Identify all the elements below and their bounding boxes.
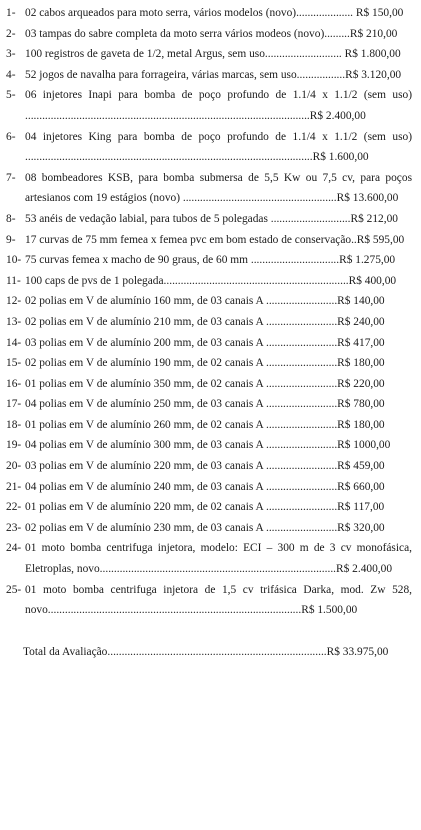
item-number: 17-	[6, 398, 22, 411]
item-text: 02 polias em V de alumínio 210 mm, de 03 canais A .........................R$ 240,00	[25, 315, 385, 328]
item-text: 03 polias em V de alumínio 200 mm, de 03 canais A .........................R$ 417,00	[25, 336, 385, 349]
item-text: 01 polias em V de alumínio 350 mm, de 02 canais A .........................R$ 220,00	[25, 377, 385, 390]
list-item	[6, 312, 412, 333]
item-text: 08 bombeadores KSB, para bomba submersa de 5,5 Kw ou 7,5 cv, para poços artesianos com 19 estágios (novo) ......................................................R$ 13.600,00	[25, 171, 412, 205]
list-item	[6, 497, 412, 518]
item-text: 02 polias em V de alumínio 230 mm, de 03 canais A .........................R$ 320,00	[25, 521, 385, 534]
list-item	[6, 250, 412, 271]
total-line: Total da Avaliação.............................................................................R$ 33.975,00	[23, 646, 389, 658]
list-item	[6, 24, 412, 45]
item-text: 04 polias em V de alumínio 250 mm, de 03 canais A .........................R$ 780,00	[25, 398, 385, 411]
list-item	[6, 394, 412, 415]
list-item	[6, 415, 412, 436]
item-number: 9-	[6, 233, 16, 246]
item-number: 1-	[6, 7, 16, 19]
item-text: 03 polias em V de alumínio 220 mm, de 03 canais A .........................R$ 459,00	[25, 460, 385, 473]
item-text: 04 polias em V de alumínio 240 mm, de 03 canais A .........................R$ 660,00	[25, 480, 385, 493]
list-item	[6, 127, 412, 168]
list-item	[6, 456, 412, 477]
item-text: 100 registros de gaveta de 1/2, metal Argus, sem uso........................... R$ 1.800,00	[25, 48, 401, 61]
item-number: 3-	[6, 48, 16, 61]
list-item	[6, 230, 412, 251]
item-number: 2-	[6, 27, 16, 40]
item-number: 20-	[6, 460, 22, 473]
item-number: 5-	[6, 89, 16, 102]
list-item	[6, 477, 412, 498]
list-item	[6, 85, 412, 126]
item-text: 75 curvas femea x macho de 90 graus, de 60 mm ...............................R$ 1.275,00	[25, 254, 396, 267]
list-item	[6, 168, 412, 209]
item-text: 01 moto bomba centrifuga injetora de 1,5 cv trifásica Darka, mod. Zw 528, novo.........................................................................................R$ 1.500,00	[25, 583, 412, 617]
item-text: 01 moto bomba centrifuga injetora, modelo: ECI – 300 m de 3 cv monofásica, Eletroplas, novo...................................................................................R$ 2.400,00	[25, 542, 412, 576]
list-item	[6, 65, 412, 86]
list-item	[6, 580, 412, 621]
item-number: 13-	[6, 315, 22, 328]
list-item	[6, 518, 412, 539]
item-number: 21-	[6, 480, 22, 493]
item-number: 18-	[6, 418, 22, 431]
item-number: 16-	[6, 377, 22, 390]
item-text: 52 jogos de navalha para forrageira, várias marcas, sem uso.................R$ 3.120,00	[25, 68, 402, 81]
item-number: 25-	[6, 583, 22, 596]
list-item	[6, 333, 412, 354]
item-text: 06 injetores Inapi para bomba de poço profundo de 1.1/4 x 1.1/2 (sem uso) ....................................................................................................R$ 2.400,00	[25, 89, 412, 122]
list-item	[6, 44, 412, 65]
list-item	[6, 374, 412, 395]
item-number: 6-	[6, 130, 16, 143]
item-number: 7-	[6, 171, 16, 184]
item-text: 01 polias em V de alumínio 260 mm, de 02 canais A .........................R$ 180,00	[25, 418, 385, 431]
item-text: 04 polias em V de alumínio 300 mm, de 03 canais A .........................R$ 1000,00	[25, 439, 391, 452]
item-number: 22-	[6, 501, 22, 514]
item-number: 4-	[6, 68, 16, 81]
item-number: 19-	[6, 439, 22, 452]
list-item	[6, 435, 412, 456]
item-text: 17 curvas de 75 mm femea x femea pvc em bom estado de conservação..R$ 595,00	[25, 233, 405, 246]
item-text: 02 polias em V de alumínio 160 mm, de 03 canais A .........................R$ 140,00	[25, 295, 385, 308]
item-list	[6, 3, 412, 621]
item-number: 15-	[6, 357, 22, 370]
item-text: 01 polias em V de alumínio 220 mm, de 02 canais A .........................R$ 117,00	[25, 501, 385, 514]
item-text: 02 polias em V de alumínio 190 mm, de 02 canais A .........................R$ 180,00	[25, 357, 385, 370]
item-number: 24-	[6, 542, 22, 555]
item-text: 03 tampas do sabre completa da moto serra vários modeos (novo).........R$ 210,00	[25, 27, 398, 40]
list-item	[6, 271, 412, 292]
item-number: 23-	[6, 521, 22, 534]
list-item	[6, 291, 412, 312]
item-number: 10-	[6, 254, 22, 267]
list-item	[6, 3, 412, 24]
item-number: 12-	[6, 295, 22, 308]
list-item	[6, 209, 412, 230]
item-number: 11-	[6, 274, 21, 287]
list-item	[6, 538, 412, 579]
item-text: 53 anéis de vedação labial, para tubos de 5 polegadas ............................R$ 212,00	[25, 212, 398, 225]
item-text: 02 cabos arqueados para moto serra, vários modelos (novo).................... R$ 150,00	[25, 7, 404, 19]
list-item	[6, 353, 412, 374]
item-number: 14-	[6, 336, 22, 349]
item-text: 100 caps de pvs de 1 polegada.................................................................R$ 400,00	[25, 274, 397, 287]
item-number: 8-	[6, 212, 16, 225]
item-text: 04 injetores King para bomba de poço profundo de 1.1/4 x 1.1/2 (sem uso) .....................................................................................................R$ 1.600,00	[25, 130, 412, 164]
